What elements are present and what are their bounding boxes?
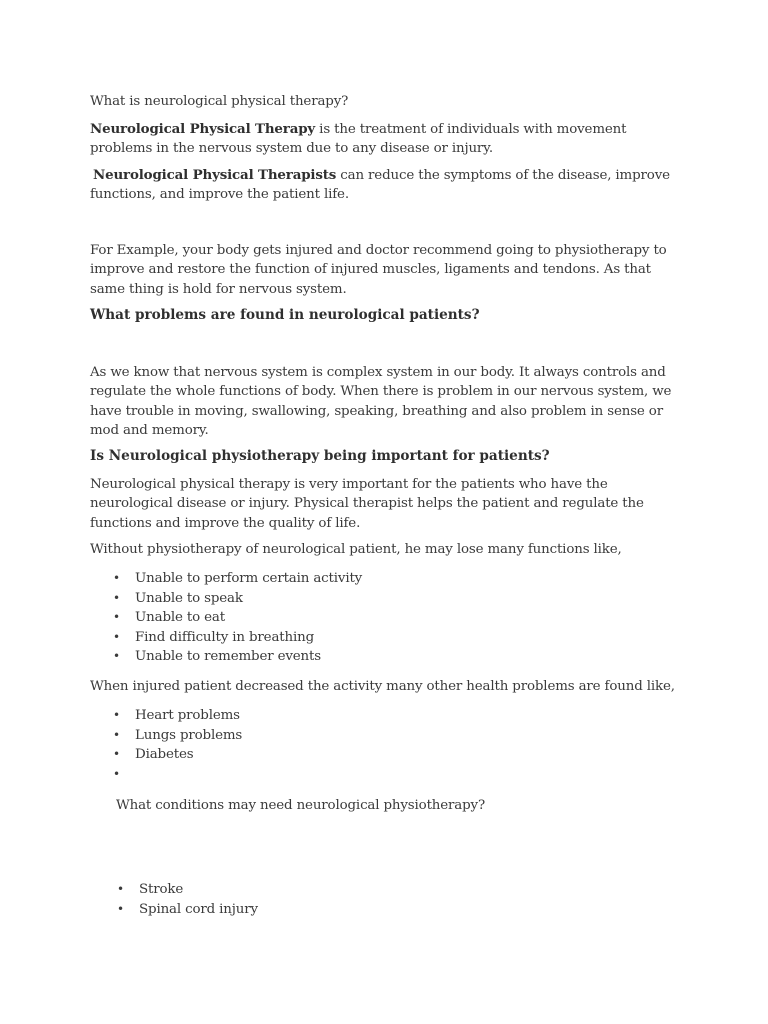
problems-paragraph: As we know that nervous system is complex system in our body. It always controls and regulate the whole functions of body. When there is problem in our nervous system, we have trouble in moving, swallowing, speaking, breathing and also problem in sense or mod and memory.: [90, 365, 672, 439]
list-item-label: Stroke: [139, 882, 184, 897]
bullet-icon: •: [113, 590, 120, 605]
bullet-icon: •: [113, 727, 120, 742]
list-item: [113, 628, 362, 648]
health-problems-list: [113, 706, 243, 784]
therapists-term: Neurological Physical Therapists: [93, 167, 337, 183]
bullet-icon: •: [117, 882, 124, 896]
bullet-icon: •: [113, 766, 120, 781]
list-item: [113, 726, 243, 746]
question-conditions: What conditions may need neurological physiotherapy?: [116, 798, 485, 813]
list-item: [113, 745, 242, 765]
list-item-label: Find difficulty in breathing: [135, 629, 315, 645]
list-item: [113, 569, 363, 589]
list-item: [113, 608, 362, 628]
bullet-icon: •: [113, 629, 120, 644]
lost-functions-list: [113, 569, 363, 667]
importance-paragraph: Neurological physical therapy is very important for the patients who have the neurological disease or injury. Physical therapist helps the patient and regulate the functions and improve the quality of life.: [90, 477, 644, 531]
conditions-list: [117, 880, 258, 919]
list-item-label: Unable to speak: [135, 590, 243, 606]
list-item-label: Spinal cord injury: [139, 901, 258, 917]
bullet-icon: •: [113, 610, 120, 625]
list-item-label: Heart problems: [135, 708, 240, 723]
list-item: [113, 589, 362, 609]
heading-importance: Is Neurological physiotherapy being important for patients?: [90, 448, 550, 464]
bullet-icon: •: [113, 747, 120, 762]
list-item: [113, 647, 362, 667]
decreased-activity-paragraph: When injured patient decreased the activity many other health problems are found like,: [90, 679, 675, 694]
definition-text: is the treatment of individuals with movement problems in the nervous system due to any disease or injury.: [90, 122, 627, 157]
list-item: [113, 706, 242, 726]
therapists-paragraph: [90, 166, 670, 205]
definition-paragraph: [90, 120, 650, 159]
list-item-label: Lungs problems: [135, 727, 243, 743]
question-what-is: What is neurological physical therapy?: [90, 94, 349, 109]
example-paragraph: For Example, your body gets injured and doctor recommend going to physiotherapy to improve and restore the function of injured muscles, ligaments and tendons. As that same thing is hold for nervous system.: [90, 243, 667, 297]
definition-term: Neurological Physical Therapy: [90, 121, 316, 137]
therapists-text: can reduce the symptoms of the disease, improve functions, and improve the patient life.: [90, 168, 670, 203]
heading-problems: What problems are found in neurological patients?: [90, 307, 480, 323]
list-item: [117, 880, 258, 900]
bullet-icon: •: [117, 901, 124, 916]
list-item: [113, 765, 242, 785]
bullet-icon: •: [113, 708, 120, 722]
list-item-label: Unable to perform certain activity: [135, 571, 363, 586]
bullet-icon: •: [113, 649, 120, 664]
list-item-label: Diabetes: [135, 747, 194, 763]
bullet-icon: •: [113, 571, 120, 585]
list-item-label: Unable to remember events: [135, 649, 321, 665]
list-item: [117, 900, 258, 920]
without-paragraph: Without physiotherapy of neurological patient, he may lose many functions like,: [90, 542, 622, 557]
list-item-label: Unable to eat: [135, 610, 225, 626]
